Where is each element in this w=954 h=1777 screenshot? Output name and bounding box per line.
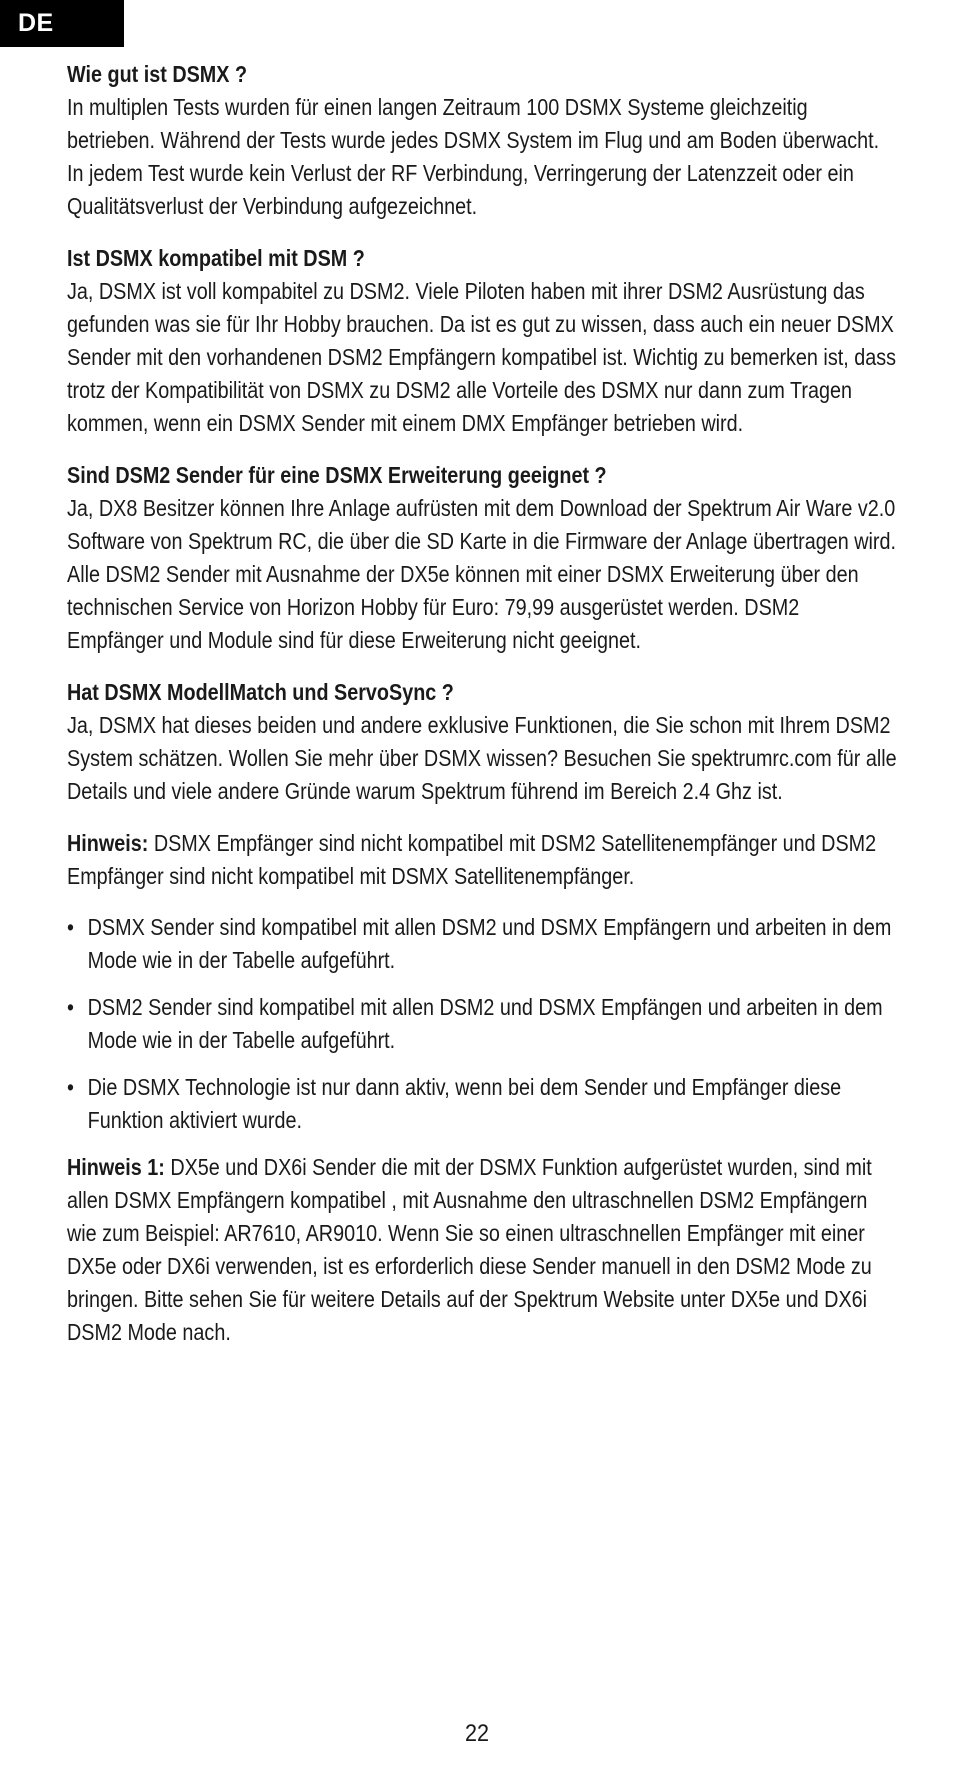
language-tab: DE xyxy=(0,0,124,47)
bullet-dot: • xyxy=(67,914,74,940)
note-1-text: DX5e und DX6i Sender die mit der DSMX Funktion aufgerüstet wurden, sind mit allen DSMX Empfängern kompatibel , mit Ausnahme den ultraschnellen DSM2 Empfängern wie zum Beispiel: AR7610, AR9010. Wenn Sie so einen ultraschnellen Empfänger mit einer DX5e oder DX6i verwenden, ist es erforderlich diese Sender manuell in den DSM2 Mode zu bringen. Bitte sehen Sie für weitere Details auf der Spektrum Website unter DX5e und DX6i DSM2 Mode nach. xyxy=(67,1154,872,1345)
list-item xyxy=(67,911,897,977)
faq-section-2 xyxy=(67,242,897,440)
faq-question-title: Ist DSMX kompatibel mit DSM ? xyxy=(67,245,365,271)
note-1-label: Hinweis 1: xyxy=(67,1154,165,1180)
page-number: 22 xyxy=(464,1720,490,1747)
faq-section-4 xyxy=(67,676,897,808)
note-text: DSMX Empfänger sind nicht kompatibel mit DSM2 Satellitenempfänger und DSM2 Empfänger sind nicht kompatibel mit DSMX Satellitenempfänger. xyxy=(67,830,877,889)
faq-question-title: Hat DSMX ModellMatch und ServoSync ? xyxy=(67,679,454,705)
page-content xyxy=(67,58,897,1367)
bullet-list xyxy=(67,911,897,1137)
faq-section-3 xyxy=(67,459,897,657)
faq-answer-text: Ja, DSMX hat dieses beiden und andere exklusive Funktionen, die Sie schon mit Ihrem DSM2 System schätzen. Wollen Sie mehr über DSMX wissen? Besuchen Sie spektrumrc.com für alle Details und viele andere Gründe warum Spektrum führend im Bereich 2.4 Ghz ist. xyxy=(67,712,897,804)
note-1-paragraph xyxy=(67,1151,897,1349)
faq-answer-text: Ja, DSMX ist voll kompabitel zu DSM2. Viele Piloten haben mit ihrer DSM2 Ausrüstung das gefunden was sie für Ihr Hobby brauchen. Da ist es gut zu wissen, dass auch ein neuer DSMX Sender mit den vorhandenen DSM2 Empfängern kompatibel ist. Wichtig zu bemerken ist, dass trotz der Kompatibilität von DSMX zu DSM2 alle Vorteile des DSMX nur dann zum Tragen kommen, wenn ein DSMX Sender mit einem DMX Empfänger betrieben wird. xyxy=(67,278,896,436)
list-item-text: Die DSMX Technologie ist nur dann aktiv, wenn bei dem Sender und Empfänger diese Funktion aktiviert wurde. xyxy=(87,1074,842,1133)
note-paragraph xyxy=(67,827,897,893)
list-item xyxy=(67,1071,897,1137)
list-item-text: DSM2 Sender sind kompatibel mit allen DSM2 und DSMX Empfängen und arbeiten in dem Mode wie in der Tabelle aufgeführt. xyxy=(87,994,883,1053)
list-item-text: DSMX Sender sind kompatibel mit allen DSM2 und DSMX Empfängern und arbeiten in dem Mode wie in der Tabelle aufgeführt. xyxy=(87,914,892,973)
bullet-dot: • xyxy=(67,994,74,1020)
list-item xyxy=(67,991,897,1057)
faq-question-title: Sind DSM2 Sender für eine DSMX Erweiterung geeignet ? xyxy=(67,462,607,488)
faq-answer-text: In multiplen Tests wurden für einen langen Zeitraum 100 DSMX Systeme gleichzeitig betrieben. Während der Tests wurde jedes DSMX System im Flug und am Boden überwacht. In jedem Test wurde kein Verlust der RF Verbindung, Verringerung der Latenzzeit oder ein Qualitätsverlust der Verbindung aufgezeichnet. xyxy=(67,94,880,219)
faq-section-1 xyxy=(67,58,897,223)
note-label: Hinweis: xyxy=(67,830,149,856)
bullet-dot: • xyxy=(67,1074,74,1100)
faq-question-title: Wie gut ist DSMX ? xyxy=(67,61,248,87)
faq-answer-text: Ja, DX8 Besitzer können Ihre Anlage aufrüsten mit dem Download der Spektrum Air Ware v2.0 Software von Spektrum RC, die über die SD Karte in die Firmware der Anlage übertragen wird. Alle DSM2 Sender mit Ausnahme der DX5e können mit einer DSMX Erweiterung über den technischen Service von Horizon Hobby für Euro: 79,99 ausgerüstet werden. DSM2 Empfänger und Module sind für diese Erweiterung nicht geeignet. xyxy=(67,495,896,653)
